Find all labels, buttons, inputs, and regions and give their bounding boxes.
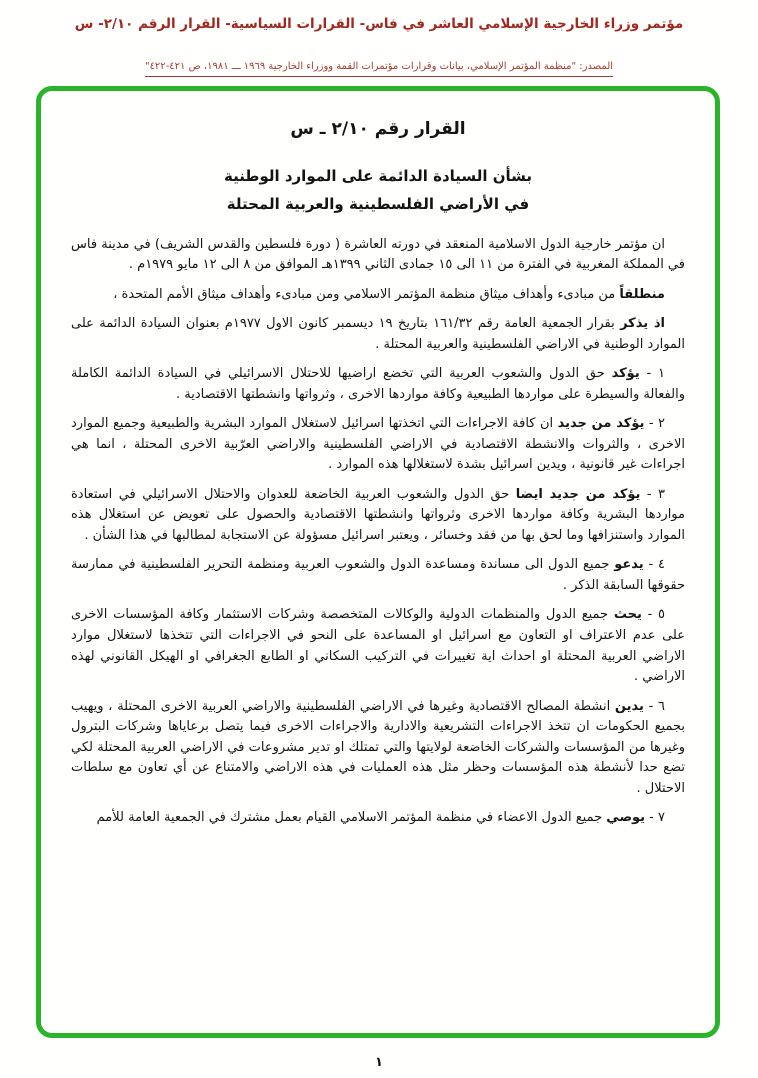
- paragraph-operative-1: [71, 364, 685, 405]
- resolution-subtitle-line2: في الأراضي الفلسطينية والعربية المحتلة: [226, 194, 530, 213]
- paragraph-text: جميع الدول والمنظمات الدولية والوكالات المتخصصة وشركات الاستثمار وكافة المؤسسات الاخرى على عدم الاعتراف او التعاون مع اسرائيل او المساعدة على النحو في الاجراءات التي تتخذها لاستغلال موارد الاراضي العربية المحتلة او احداث اية تغييرات في التركيب السكاني او الطابع الجغرافي او الهيكل القانوني لهذه الاراضي .: [71, 607, 685, 685]
- paragraph-text: حق الدول والشعوب العربية الخاضعة للعدوان والاحتلال الاسرائيلي في استعادة مواردها البشرية وكافة مواردها الاخرى وثرواتها وانشطتها الاقتصادية والحصول على تعويض عن استغلال هذه الموارد واستنزافها وما لحق بها من فقد وخسائر ، ويعتبر اسرائيل مسؤولة عن الاستجابة لمطالبها في هذا الشأن .: [71, 486, 685, 543]
- paragraph-number: ٥ -: [641, 607, 666, 623]
- paragraph-preamble-1: [71, 235, 685, 276]
- paragraph-number: ٤ -: [643, 557, 665, 573]
- paragraph-lead: يدين: [614, 698, 644, 714]
- page-number: ١: [375, 1055, 383, 1070]
- paragraph-text: ان مؤتمر خارجية الدول الاسلامية المنعقد في دورته العاشرة ( دورة فلسطين والقدس الشريف) في مدينة فاس في المملكة المغربية في الفترة من ١١ الى ١٥ جمادى الثاني ١٣٩٩هـ الموافق من ٨ الى ١٢ مايو ١٩٧٩م .: [71, 236, 685, 273]
- paragraph-lead: اذ يذكر: [620, 316, 665, 332]
- paragraph-text: جميع الدول الاعضاء في منظمة المؤتمر الاسلامي القيام بعمل مشترك في الجمعية العامة للأمم: [96, 810, 607, 826]
- paragraph-text: حق الدول والشعوب العربية التي تخضع اراضيها للاحتلال الاسرائيلي في السيادة الدائمة الكاملة والفعالة والسيطرة على مواردها الطبيعية وكافة مواردها الاخرى ، وثرواتها وانشطتها الاقتصادية .: [71, 366, 685, 402]
- resolution-frame: [36, 86, 720, 1038]
- paragraph-operative-4: [71, 555, 685, 596]
- paragraph-number: ٧ -: [645, 810, 665, 826]
- header-title: مؤتمر وزراء الخارجية الإسلامي العاشر في فاس- القرارات السياسية- القرار الرقم ٢/١٠- س: [74, 16, 684, 32]
- paragraph-preamble-2: [71, 285, 685, 306]
- resolution-body: [71, 235, 685, 829]
- paragraph-text: جميع الدول الى مساندة ومساعدة الدول والشعوب العربية ومنظمة التحرير الفلسطينية في ممارسة حقوقها السابقة الذكر .: [71, 557, 685, 593]
- paragraph-operative-2: [71, 414, 685, 476]
- paragraph-number: ٢ -: [644, 416, 665, 432]
- header-source-line: المصدر: "منظمة المؤتمر الإسلامي، بيانات وقرارات مؤتمرات القمة ووزراء الخارجية ١٩٦٩ ـــ ١٩٨١، ص ٤٢١-٤٢٢": [145, 59, 613, 77]
- document-header: [0, 0, 758, 77]
- paragraph-operative-6: [71, 697, 685, 800]
- paragraph-number: ١ -: [639, 366, 665, 382]
- resolution-title: القرار رقم ٢/١٠ ـ س: [290, 119, 466, 139]
- paragraph-lead: يؤكد من جديد ايضا: [515, 486, 641, 502]
- paragraph-text: من مبادىء وأهداف ميثاق منظمة المؤتمر الاسلامي ومن مبادىء وأهداف ميثاق الأمم المتحدة ،: [113, 286, 620, 302]
- paragraph-lead: يوصي: [606, 810, 646, 826]
- resolution-subtitle: [71, 163, 685, 219]
- paragraph-operative-3: [71, 485, 685, 547]
- paragraph-number: ٣ -: [640, 486, 665, 502]
- paragraph-number: ٦ -: [643, 698, 665, 714]
- paragraph-text: انشطة المصالح الاقتصادية وغيرها في الاراضي الفلسطينية والاراضي العربية الاخرى المحتلة ، ويهيب بجميع الحكومات ان تتخذ الاجراءات التشريعية والادارية والاجراءات الاخرى فيما يتصل برعاياها وشركات البترول وغيرها من المؤسسات والشركات الخاضعة لولايتها والتي تمتلك او تدير مشروعات في الاراضي العربية المحتلة لكي تضع حدا لأنشطة هذه المؤسسات وحظر مثل هذه العمليات في هذه الاراضي والامتناع عن أي تعاون مع سلطات الاحتلال .: [71, 698, 685, 796]
- paragraph-lead: يؤكد من جديد: [557, 416, 645, 432]
- paragraph-lead: يحث: [613, 607, 642, 623]
- paragraph-preamble-3: [71, 314, 685, 355]
- paragraph-lead: يدعو: [614, 557, 644, 573]
- paragraph-text: ان كافة الاجراءات التي اتخذتها اسرائيل لاستغلال الموارد البشرية والطبيعية وجميع الموارد الاخرى ، والثروات والانشطة الاقتصادية في الاراضي الفلسطينية والاراضي العرّبية الاخرى المحتلة ، انما هي اجراءات غير قانونية ، ويدين اسرائيل بشدة لاستغلالها هذه الموارد .: [71, 416, 685, 473]
- paragraph-operative-5: [71, 605, 685, 687]
- paragraph-text: بقرار الجمعية العامة رقم ١٦١/٣٢ بتاريخ ١٩ ديسمبر كانون الاول ١٩٧٧م بعنوان السيادة الدائمة على الموارد الوطنية في الاراضي الفلسطينية والعربية المحتلة .: [71, 316, 685, 352]
- paragraph-lead: منطلقاً: [619, 286, 665, 302]
- resolution-subtitle-line1: بشأن السيادة الدائمة على الموارد الوطنية: [223, 167, 533, 185]
- paragraph-lead: يؤكد: [611, 366, 640, 382]
- paragraph-operative-7: [71, 808, 685, 829]
